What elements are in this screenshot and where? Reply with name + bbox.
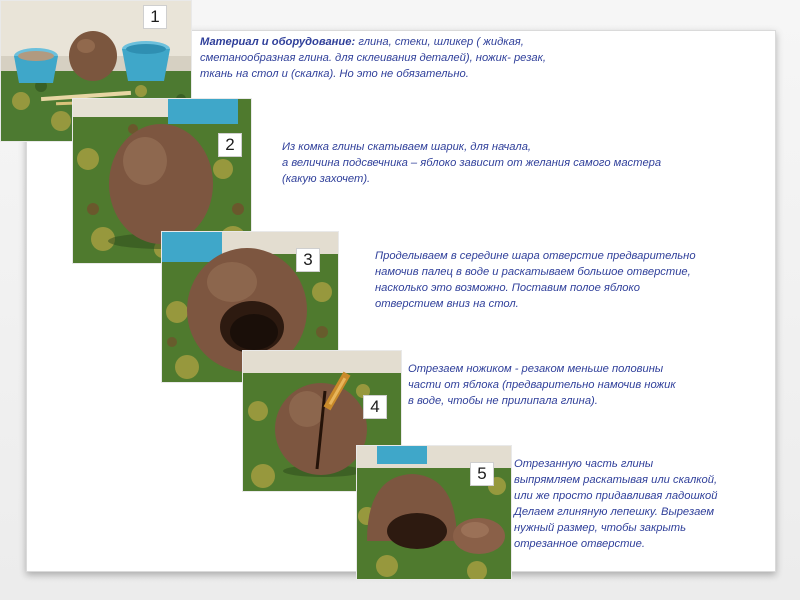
step-number-2: 2 <box>218 133 242 157</box>
step-number-1: 1 <box>143 5 167 29</box>
step-number-3: 3 <box>296 248 320 272</box>
step5-text: Отрезанную часть глины выпрямляем раскатывая или скалкой, или же просто придавливая ладошкой Делаем глиняную лепешку. Вырезаем нужный размер, чтобы закрыть отрезанное отверстие. <box>514 458 718 550</box>
step-number-5: 5 <box>470 462 494 486</box>
step-number-4: 4 <box>363 395 387 419</box>
step2-text: Из комка глины скатываем шарик, для начала, а величина подсвечника – яблоко зависит от желания самого мастера (какую захочет). <box>282 141 662 185</box>
step4-text: Отрезаем ножиком - резаком меньше половины части от яблока (предварительно намочив ножик в воде, чтобы не прилипала глина). <box>408 363 676 407</box>
materials-text <box>200 34 620 82</box>
materials-body: глина, стеки, шликер ( жидкая, сметанообразная глина. для склеивания деталей), ножик- резак, ткань на стол и (скалка). Но это не обязательно. <box>200 36 546 80</box>
materials-label: Материал и оборудование: <box>200 36 356 48</box>
step3-text: Проделываем в середине шара отверстие предварительно намочив палец в воде и раскатываем большое отверстие, насколько это возможно. Поставим полое яблоко отверстием вниз на стол. <box>375 250 696 310</box>
